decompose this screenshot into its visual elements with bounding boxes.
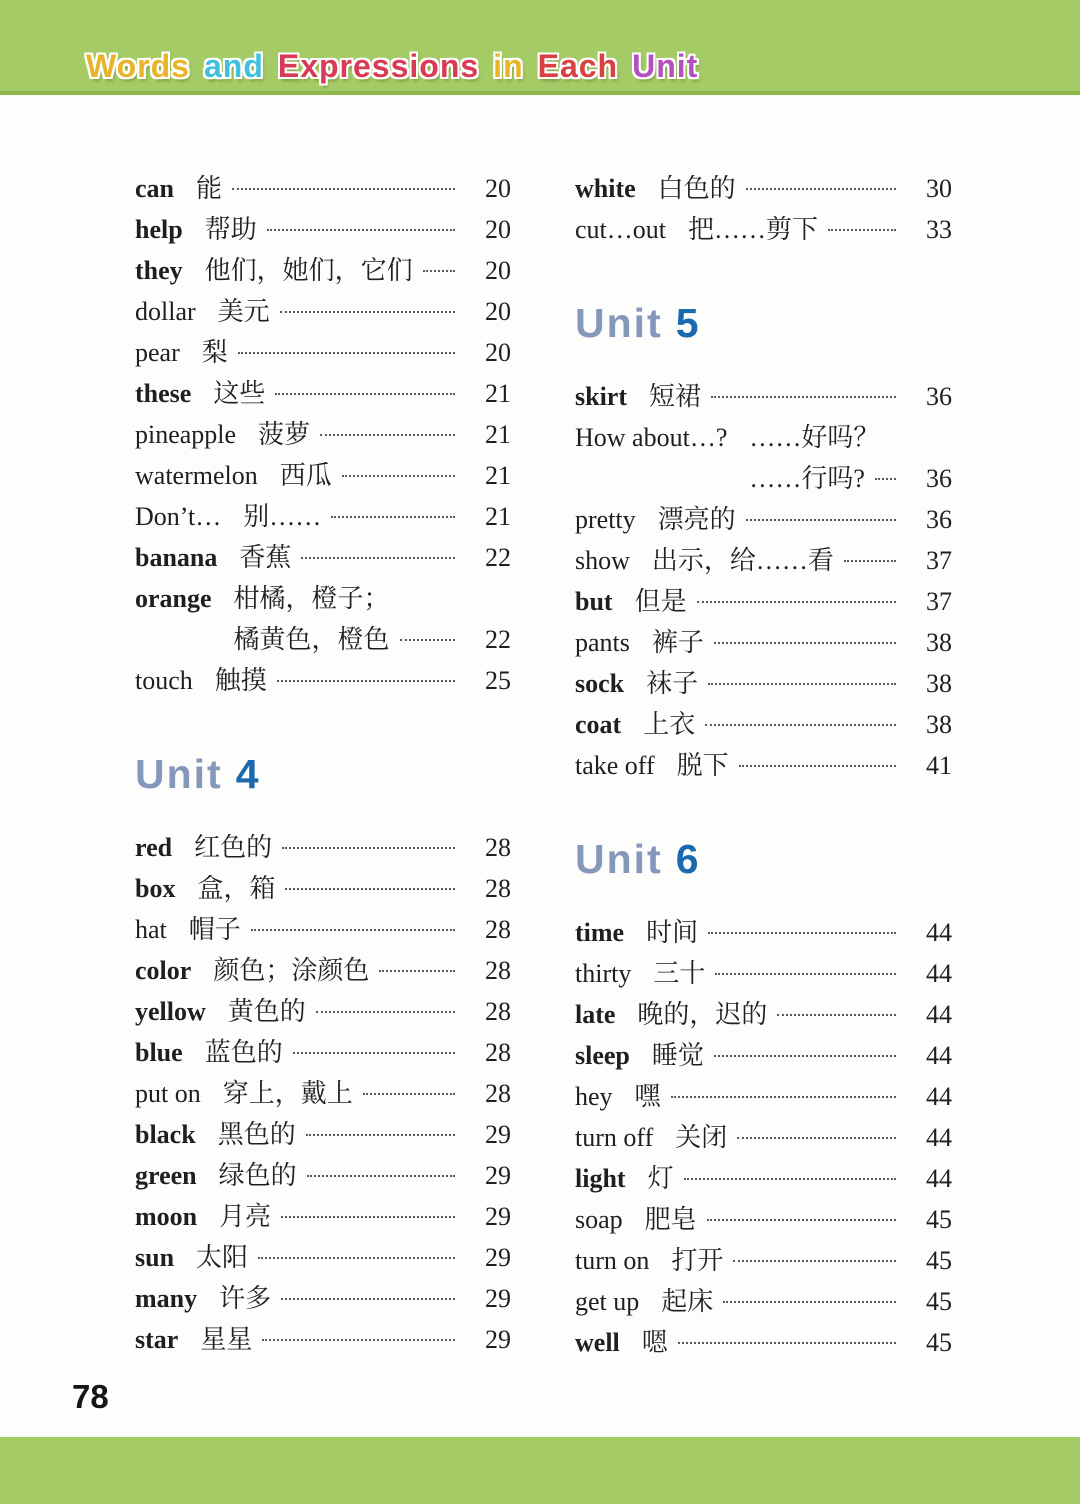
vocab-entry: [575, 1322, 952, 1363]
vocab-entry: [135, 950, 511, 991]
entry-word: sleep: [575, 1041, 630, 1070]
dot-leader: [733, 1260, 896, 1262]
entry-translation: 睡觉: [651, 1041, 704, 1070]
entry-translation: 触摸: [214, 666, 267, 695]
vocab-entry: [135, 414, 511, 455]
entry-page-number: 29: [485, 1161, 511, 1190]
entry-page-number: 21: [485, 502, 511, 531]
vocab-entry: [575, 499, 952, 540]
entry-word: they: [135, 256, 183, 285]
entry-translation: 蓝色的: [204, 1038, 283, 1067]
vocab-entry: [575, 953, 952, 994]
dot-leader: [705, 724, 896, 726]
entry-translation: 盒，箱: [197, 874, 276, 903]
entry-page-number: 38: [926, 669, 952, 698]
dot-leader: [320, 434, 455, 436]
entry-translation: 出示，给……看: [651, 546, 834, 575]
entry-page-number: 36: [926, 464, 952, 493]
vocab-entry: [575, 745, 952, 786]
entry-word: well: [575, 1328, 620, 1357]
entry-page-number: 28: [485, 997, 511, 1026]
entry-page-number: 44: [926, 918, 952, 947]
entry-translation: 能: [196, 174, 223, 203]
entry-translation: 西瓜: [279, 461, 332, 490]
entry-page-number: 20: [485, 338, 511, 367]
dot-leader: [232, 188, 455, 190]
entry-word: green: [135, 1161, 197, 1190]
entry-word: hat: [135, 915, 167, 944]
dot-leader: [275, 393, 455, 395]
title-word: and: [203, 48, 264, 84]
vocab-entry: [575, 1240, 952, 1281]
entry-translation: 星星: [200, 1325, 253, 1354]
entry-page-number: 29: [485, 1325, 511, 1354]
vocab-entry: [135, 660, 511, 701]
footer-band: [0, 1437, 1080, 1504]
entry-word: turn off: [575, 1123, 654, 1152]
dot-leader: [316, 1011, 455, 1013]
page-title: [86, 48, 712, 85]
entry-translation: 梨: [201, 338, 228, 367]
dot-leader: [331, 516, 455, 518]
entry-translation: ……行吗?: [749, 464, 865, 493]
vocab-entry-continuation: [575, 458, 952, 499]
entry-word: banana: [135, 543, 218, 572]
entry-word: late: [575, 1000, 616, 1029]
dot-leader: [423, 270, 455, 272]
entry-translation: 三十: [653, 959, 706, 988]
entry-page-number: 41: [926, 751, 952, 780]
entry-word: yellow: [135, 997, 206, 1026]
unit-number: 4: [235, 751, 259, 797]
entry-word: time: [575, 918, 625, 947]
entry-word: soap: [575, 1205, 623, 1234]
entry-page-number: 44: [926, 1000, 952, 1029]
entry-translation: 关闭: [675, 1123, 728, 1152]
dot-leader: [262, 1339, 455, 1341]
entry-page-number: 28: [485, 956, 511, 985]
vocab-entry: [575, 1035, 952, 1076]
entry-translation: 这些: [213, 379, 266, 408]
vocab-entry: [575, 209, 952, 250]
entry-translation: 裤子: [651, 628, 704, 657]
entry-translation: 帽子: [188, 915, 241, 944]
unit-heading: [575, 298, 952, 348]
entry-translation: 月亮: [219, 1202, 272, 1231]
entry-page-number: 33: [926, 215, 952, 244]
entry-translation: 柑橘，橙子；: [233, 584, 390, 613]
entry-page-number: 36: [926, 505, 952, 534]
title-word: Each: [537, 48, 619, 84]
entry-page-number: 45: [926, 1287, 952, 1316]
dot-leader: [684, 1178, 896, 1180]
entry-page-number: 28: [485, 1038, 511, 1067]
vocab-entry: [135, 1278, 511, 1319]
entry-translation: 太阳: [196, 1243, 249, 1272]
entry-page-number: 44: [926, 1041, 952, 1070]
entry-translation: 袜子: [646, 669, 699, 698]
entry-word: these: [135, 379, 192, 408]
dot-leader: [281, 1298, 455, 1300]
entry-translation: 脱下: [676, 751, 729, 780]
entry-translation: 上衣: [643, 710, 696, 739]
vocab-entry: [575, 376, 952, 417]
vocab-entry: [135, 827, 511, 868]
dot-leader: [280, 311, 455, 313]
entry-word: get up: [575, 1287, 640, 1316]
entry-word: How about…?: [575, 423, 728, 452]
entry-translation: ……好吗？: [749, 423, 880, 452]
dot-leader: [281, 1216, 455, 1218]
entry-word: black: [135, 1120, 196, 1149]
entry-page-number: 21: [485, 379, 511, 408]
entry-word: help: [135, 215, 183, 244]
entry-page-number: 29: [485, 1202, 511, 1231]
entry-translation: 帮助: [204, 215, 257, 244]
entry-word: put on: [135, 1079, 201, 1108]
vocab-entry: [135, 1032, 511, 1073]
entry-word: turn on: [575, 1246, 650, 1275]
entry-translation: 把……剪下: [688, 215, 819, 244]
entry-page-number: 20: [485, 174, 511, 203]
title-word: Unit: [632, 48, 699, 84]
dot-leader: [715, 973, 896, 975]
entry-page-number: 29: [485, 1120, 511, 1149]
dot-leader: [342, 475, 455, 477]
entry-word: watermelon: [135, 461, 258, 490]
vocab-entry: [135, 991, 511, 1032]
entry-word: box: [135, 874, 176, 903]
vocab-entry: [135, 168, 511, 209]
entry-page-number: 20: [485, 215, 511, 244]
entry-translation: 白色的: [657, 174, 736, 203]
title-word: in: [493, 48, 524, 84]
dot-leader: [707, 1219, 896, 1221]
dot-leader: [708, 683, 896, 685]
entry-page-number: 21: [485, 461, 511, 490]
vocab-entry: [135, 209, 511, 250]
vocab-entry: [135, 1155, 511, 1196]
entry-word: moon: [135, 1202, 198, 1231]
page-number: 78: [72, 1378, 109, 1415]
entry-page-number: 28: [485, 833, 511, 862]
entry-translation: 短裙: [649, 382, 702, 411]
entry-page-number: 29: [485, 1243, 511, 1272]
entry-word: thirty: [575, 959, 632, 988]
dot-leader: [777, 1014, 896, 1016]
entry-page-number: 37: [926, 587, 952, 616]
dot-leader: [708, 932, 896, 934]
vocab-entry: [575, 581, 952, 622]
entry-word: but: [575, 587, 613, 616]
entry-translation: 黑色的: [217, 1120, 296, 1149]
vocab-entry: [575, 912, 952, 953]
dot-leader: [739, 765, 896, 767]
entry-translation: 别……: [243, 502, 322, 531]
entry-page-number: 38: [926, 710, 952, 739]
vocab-entry: [135, 578, 511, 619]
title-word: Words: [86, 48, 190, 84]
dot-leader: [285, 888, 455, 890]
entry-translation: 穿上，戴上: [222, 1079, 353, 1108]
entry-word: blue: [135, 1038, 183, 1067]
entry-word: red: [135, 833, 173, 862]
dot-leader: [678, 1342, 896, 1344]
entry-translation: 橘黄色，橙色: [233, 625, 390, 654]
entry-word: skirt: [575, 382, 627, 411]
dot-leader: [714, 642, 896, 644]
entry-word: pear: [135, 338, 180, 367]
dot-leader: [379, 970, 455, 972]
vocab-entry: [135, 909, 511, 950]
unit-number: 6: [675, 836, 699, 882]
entry-translation: 嘿: [634, 1082, 661, 1111]
entry-translation: 起床: [661, 1287, 714, 1316]
entry-page-number: 29: [485, 1284, 511, 1313]
vocab-entry: [575, 1281, 952, 1322]
entry-translation: 绿色的: [218, 1161, 297, 1190]
entry-page-number: 45: [926, 1246, 952, 1275]
dot-leader: [711, 396, 896, 398]
entry-page-number: 38: [926, 628, 952, 657]
entry-word: pretty: [575, 505, 636, 534]
entry-page-number: 20: [485, 256, 511, 285]
entry-translation: 许多: [219, 1284, 272, 1313]
entry-translation: 肥皂: [644, 1205, 697, 1234]
dot-leader: [737, 1137, 896, 1139]
unit-label: Unit: [575, 300, 663, 346]
vocab-entry: [135, 1237, 511, 1278]
dot-leader: [267, 229, 455, 231]
entry-page-number: 28: [485, 915, 511, 944]
vocab-entry: [575, 704, 952, 745]
vocab-entry: [135, 1319, 511, 1360]
entry-word: touch: [135, 666, 193, 695]
entry-page-number: 28: [485, 874, 511, 903]
vocab-entry: [575, 1199, 952, 1240]
entry-translation: 灯: [647, 1164, 674, 1193]
entry-word: coat: [575, 710, 622, 739]
entry-word: sun: [135, 1243, 175, 1272]
entry-page-number: 30: [926, 174, 952, 203]
vocab-entry: [135, 291, 511, 332]
vocab-entry: [575, 417, 952, 458]
dot-leader: [258, 1257, 455, 1259]
vocab-entry: [575, 1158, 952, 1199]
vocab-entry: [135, 373, 511, 414]
entry-translation: 菠萝: [258, 420, 311, 449]
dot-leader: [746, 519, 896, 521]
vocab-entry-continuation: [135, 619, 511, 660]
dot-leader: [238, 352, 455, 354]
dot-leader: [875, 478, 896, 480]
entry-word: cut…out: [575, 215, 666, 244]
vocab-entry: [575, 994, 952, 1035]
entry-translation: 晚的，迟的: [637, 1000, 768, 1029]
entry-translation: 嗯: [641, 1328, 668, 1357]
left-column: [135, 168, 511, 1360]
unit-label: Unit: [575, 836, 663, 882]
dot-leader: [306, 1134, 455, 1136]
entry-word: show: [575, 546, 630, 575]
entry-translation: 美元: [217, 297, 270, 326]
entry-page-number: 20: [485, 297, 511, 326]
dot-leader: [828, 229, 896, 231]
entry-page-number: 36: [926, 382, 952, 411]
dot-leader: [697, 601, 896, 603]
entry-word: dollar: [135, 297, 196, 326]
entry-translation: 香蕉: [239, 543, 292, 572]
entry-page-number: 22: [485, 543, 511, 572]
dot-leader: [671, 1096, 896, 1098]
dot-leader: [723, 1301, 896, 1303]
dot-leader: [301, 557, 455, 559]
entry-translation: 红色的: [194, 833, 273, 862]
vocab-entry: [135, 496, 511, 537]
dot-leader: [746, 188, 896, 190]
entry-page-number: 25: [485, 666, 511, 695]
entry-translation: 颜色；涂颜色: [213, 956, 370, 985]
entry-word: Don’t…: [135, 502, 222, 531]
entry-translation: 黄色的: [227, 997, 306, 1026]
vocab-entry: [135, 1073, 511, 1114]
entry-word: light: [575, 1164, 626, 1193]
entry-word: take off: [575, 751, 655, 780]
dot-leader: [307, 1175, 455, 1177]
entry-page-number: 44: [926, 959, 952, 988]
entry-page-number: 44: [926, 1123, 952, 1152]
entry-word: white: [575, 174, 636, 203]
dot-leader: [363, 1093, 455, 1095]
entry-page-number: 37: [926, 546, 952, 575]
entry-translation: 他们，她们，它们: [204, 256, 413, 285]
entry-word: can: [135, 174, 174, 203]
vocab-entry: [575, 622, 952, 663]
vocab-entry: [135, 250, 511, 291]
dot-leader: [844, 560, 896, 562]
entry-word: pants: [575, 628, 630, 657]
vocab-entry: [135, 332, 511, 373]
entry-word: star: [135, 1325, 179, 1354]
vocab-entry: [135, 537, 511, 578]
vocab-entry: [135, 1196, 511, 1237]
entry-word: many: [135, 1284, 198, 1313]
entry-translation: 打开: [671, 1246, 724, 1275]
dot-leader: [714, 1055, 896, 1057]
entry-page-number: 28: [485, 1079, 511, 1108]
dot-leader: [400, 639, 455, 641]
unit-heading: [575, 834, 952, 884]
vocab-entry: [135, 455, 511, 496]
vocab-entry: [575, 1117, 952, 1158]
unit-number: 5: [675, 300, 699, 346]
dot-leader: [282, 847, 455, 849]
vocab-entry: [135, 1114, 511, 1155]
title-word: Expressions: [277, 48, 480, 84]
dot-leader: [251, 929, 455, 931]
entry-page-number: 45: [926, 1205, 952, 1234]
entry-word: orange: [135, 584, 212, 613]
entry-page-number: 44: [926, 1082, 952, 1111]
entry-page-number: 21: [485, 420, 511, 449]
vocab-entry: [575, 168, 952, 209]
entry-page-number: 44: [926, 1164, 952, 1193]
vocab-entry: [135, 868, 511, 909]
entry-translation: 漂亮的: [657, 505, 736, 534]
dot-leader: [277, 680, 455, 682]
right-column: [575, 168, 952, 1363]
entry-word: color: [135, 956, 192, 985]
vocab-entry: [575, 1076, 952, 1117]
unit-label: Unit: [135, 751, 223, 797]
header-band: [0, 0, 1080, 95]
vocab-entry: [575, 663, 952, 704]
entry-word: hey: [575, 1082, 613, 1111]
entry-page-number: 45: [926, 1328, 952, 1357]
entry-translation: 但是: [634, 587, 687, 616]
entry-translation: 时间: [646, 918, 699, 947]
unit-heading: [135, 749, 511, 799]
dot-leader: [293, 1052, 455, 1054]
entry-word: sock: [575, 669, 625, 698]
entry-word: pineapple: [135, 420, 237, 449]
entry-page-number: 22: [485, 625, 511, 654]
vocab-entry: [575, 540, 952, 581]
